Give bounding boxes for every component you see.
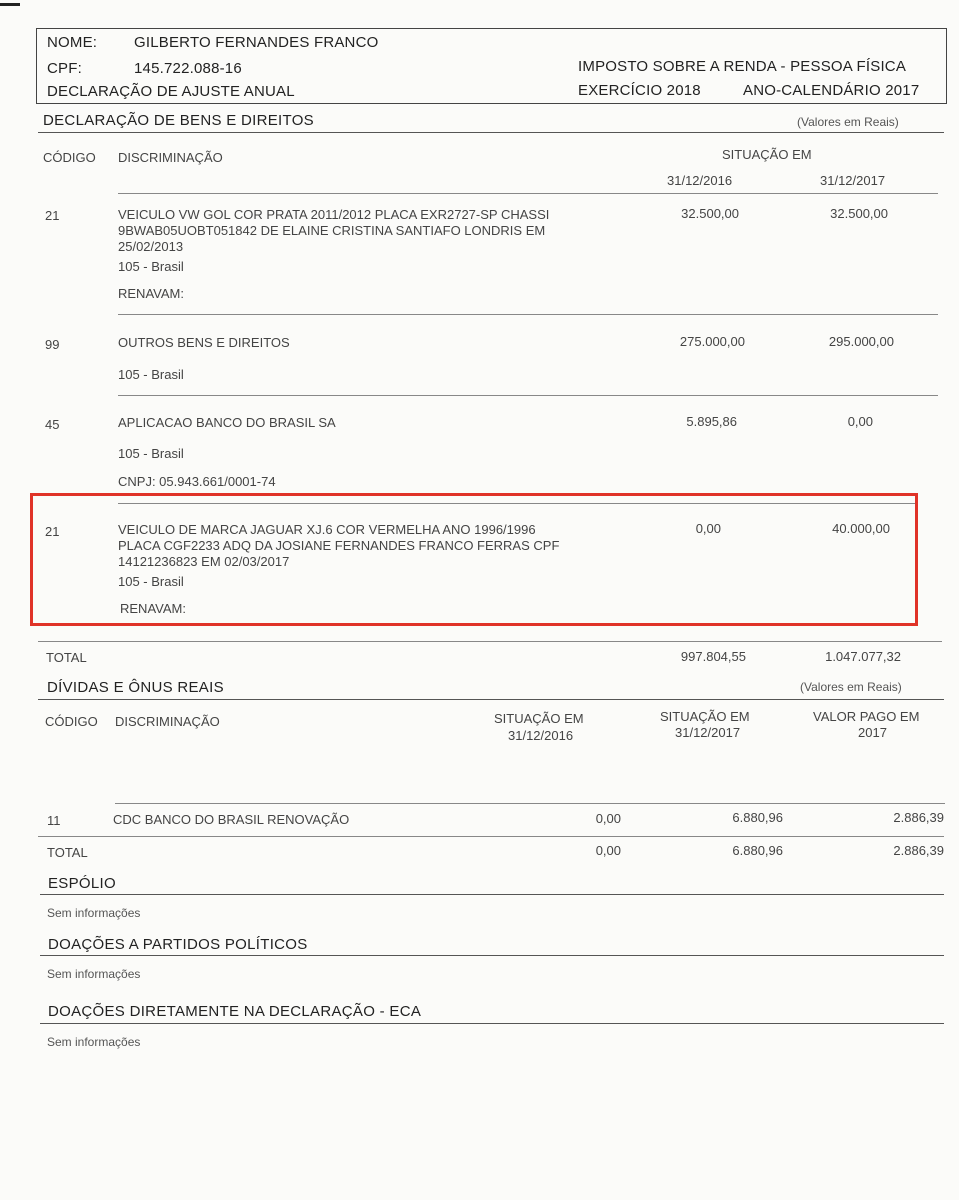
- bens-item-value-2017: 40.000,00: [832, 521, 890, 536]
- dividas-col-sit2017-line1: SITUAÇÃO EM: [660, 709, 750, 724]
- espolio-rule: [40, 894, 944, 895]
- bens-item-value-2016: 32.500,00: [681, 206, 739, 221]
- bens-item-code: 45: [45, 417, 60, 432]
- doacoes-eca-title: DOAÇÕES DIRETAMENTE NA DECLARAÇÃO - ECA: [48, 1003, 422, 1020]
- bens-col-date-2017: 31/12/2017: [820, 173, 886, 188]
- bens-item-extra: CNPJ: 05.943.661/0001-74: [118, 474, 276, 489]
- dividas-col-pago-line2: 2017: [858, 725, 887, 740]
- bens-item-desc-line: PLACA CGF2233 ADQ DA JOSIANE FERNANDES FRANCO FERRAS CPF: [118, 538, 560, 553]
- highlight-box: [30, 493, 918, 626]
- dividas-total-rule: [38, 836, 944, 837]
- doacoes-partidos-title: DOAÇÕES A PARTIDOS POLÍTICOS: [48, 936, 308, 953]
- dividas-title: DÍVIDAS E ÔNUS REAIS: [47, 679, 224, 696]
- cpf-value: 145.722.088-16: [134, 60, 242, 77]
- doacoes-partidos-rule: [40, 955, 944, 956]
- dividas-title-rule: [38, 699, 944, 700]
- dividas-header-rule: [115, 803, 945, 804]
- bens-item-country: 105 - Brasil: [118, 367, 184, 382]
- tax-title: IMPOSTO SOBRE A RENDA - PESSOA FÍSICA: [578, 58, 907, 75]
- bens-item-desc-line: OUTROS BENS E DIREITOS: [118, 335, 290, 350]
- dividas-total-label: TOTAL: [47, 845, 88, 860]
- dividas-total-pago: 2.886,39: [893, 843, 944, 858]
- bens-item-value-2016: 0,00: [695, 521, 721, 536]
- bens-total-rule: [38, 641, 942, 642]
- bens-item-code: 99: [45, 337, 60, 352]
- bens-item-value-2017: 0,00: [847, 414, 873, 429]
- bens-item-extra: RENAVAM:: [118, 286, 184, 301]
- bens-item-value-2017: 32.500,00: [830, 206, 888, 221]
- bens-item-country: 105 - Brasil: [118, 259, 184, 274]
- dividas-item-pago: 2.886,39: [893, 810, 944, 825]
- bens-header-rule: [118, 193, 938, 194]
- bens-title-rule: [38, 132, 944, 133]
- bens-item-value-2017: 295.000,00: [828, 334, 894, 349]
- dividas-item-desc: CDC BANCO DO BRASIL RENOVAÇÃO: [113, 812, 350, 827]
- dividas-col-pago-line1: VALOR PAGO EM: [813, 709, 920, 724]
- declaration-type: DECLARAÇÃO DE AJUSTE ANUAL: [47, 83, 295, 100]
- bens-item-desc-line: VEICULO VW GOL COR PRATA 2011/2012 PLACA EXR2727-SP CHASSI: [118, 207, 550, 222]
- dividas-col-sit2016-line2: 31/12/2016: [508, 728, 574, 743]
- bens-item-country: 105 - Brasil: [118, 446, 184, 461]
- bens-col-codigo: CÓDIGO: [43, 150, 96, 165]
- scan-corner-mark: [0, 3, 20, 6]
- dividas-total-2017: 6.880,96: [732, 843, 783, 858]
- bens-total-2016: 997.804,55: [680, 649, 746, 664]
- cpf-label: CPF:: [47, 60, 82, 77]
- bens-item-country: 105 - Brasil: [118, 574, 184, 589]
- bens-item-desc-line: APLICACAO BANCO DO BRASIL SA: [118, 415, 336, 430]
- doacoes-partidos-text: Sem informações: [47, 967, 141, 981]
- bens-item-code: 21: [45, 208, 60, 223]
- dividas-currency-note: (Valores em Reais): [800, 680, 902, 694]
- bens-total-2017: 1.047.077,32: [825, 649, 901, 664]
- espolio-text: Sem informações: [47, 906, 141, 920]
- bens-item-value-2016: 275.000,00: [679, 334, 745, 349]
- bens-item-desc-line: 25/02/2013: [118, 239, 184, 254]
- ano-calendario: ANO-CALENDÁRIO 2017: [743, 82, 920, 99]
- dividas-col-sit2017-line2: 31/12/2017: [675, 725, 741, 740]
- bens-title: DECLARAÇÃO DE BENS E DIREITOS: [43, 112, 314, 129]
- bens-row-rule: [118, 395, 938, 396]
- nome-value: GILBERTO FERNANDES FRANCO: [134, 34, 379, 51]
- exercicio: EXERCÍCIO 2018: [578, 82, 701, 99]
- dividas-item-value-2017: 6.880,96: [732, 810, 783, 825]
- dividas-total-2016: 0,00: [595, 843, 621, 858]
- nome-label: NOME:: [47, 34, 98, 51]
- bens-item-desc-line: VEICULO DE MARCA JAGUAR XJ.6 COR VERMELHA ANO 1996/1996: [118, 522, 536, 537]
- dividas-col-sit2016-line1: SITUAÇÃO EM: [494, 711, 584, 726]
- bens-col-date-2016: 31/12/2016: [667, 173, 733, 188]
- bens-item-code: 21: [45, 524, 60, 539]
- bens-item-desc-line: 9BWAB05UOBT051842 DE ELAINE CRISTINA SANTIAFO LONDRIS EM: [118, 223, 546, 238]
- bens-currency-note: (Valores em Reais): [797, 115, 899, 129]
- bens-row-rule: [118, 314, 938, 315]
- bens-item-value-2016: 5.895,86: [686, 414, 737, 429]
- bens-col-discriminacao: DISCRIMINAÇÃO: [118, 150, 223, 165]
- espolio-title: ESPÓLIO: [48, 875, 116, 892]
- doacoes-eca-text: Sem informações: [47, 1035, 141, 1049]
- dividas-col-discriminacao: DISCRIMINAÇÃO: [115, 714, 220, 729]
- bens-item-extra: RENAVAM:: [120, 601, 186, 616]
- doacoes-eca-rule: [40, 1023, 944, 1024]
- dividas-item-code: 11: [47, 813, 61, 828]
- bens-total-label: TOTAL: [46, 650, 87, 665]
- dividas-item-value-2016: 0,00: [595, 811, 621, 826]
- bens-col-situacao: SITUAÇÃO EM: [722, 147, 812, 162]
- dividas-col-codigo: CÓDIGO: [45, 714, 98, 729]
- bens-item-desc-line: 14121236823 EM 02/03/2017: [118, 554, 290, 569]
